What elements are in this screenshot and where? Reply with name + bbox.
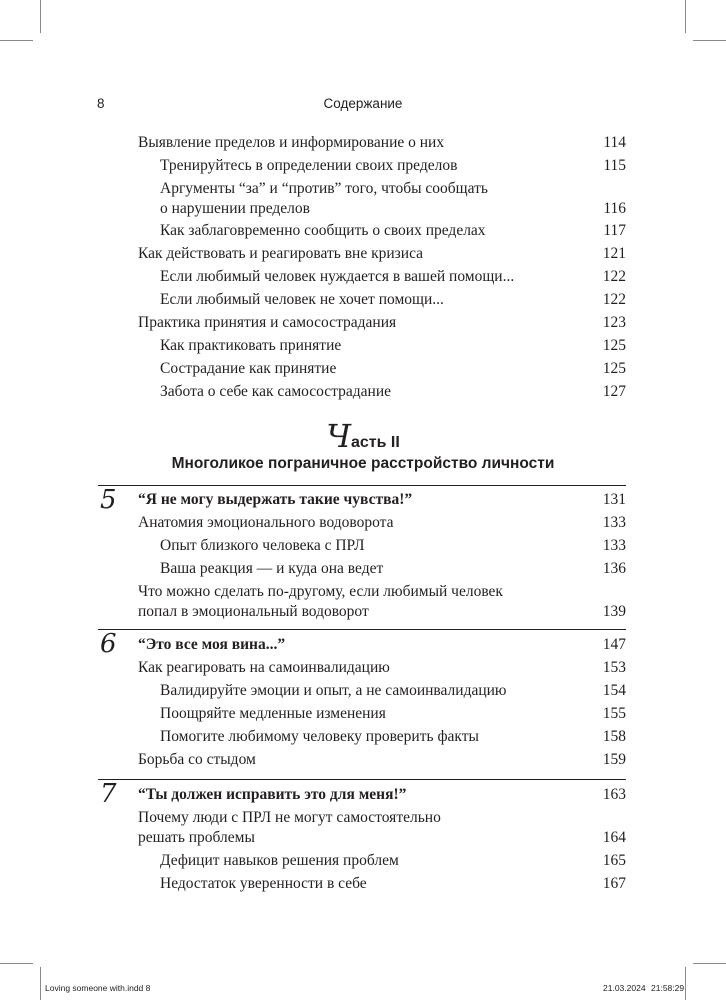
- running-head: [0, 96, 726, 116]
- chapter-rule: [98, 485, 626, 486]
- toc-entry-text: Как практиковать принятие: [160, 337, 342, 354]
- toc-entry-page: 131: [602, 491, 626, 508]
- chapter-number: 6: [100, 629, 117, 659]
- toc-entry-text: Аргументы “за” и “против” того, чтобы сообщать: [160, 180, 488, 197]
- toc-entry-page: 133: [602, 537, 626, 554]
- chapter-rule: [98, 629, 626, 630]
- toc-entry-page: 122: [602, 291, 626, 308]
- toc-entry-text: попал в эмоциональный водоворот: [138, 603, 369, 620]
- toc-entry-page: 164: [602, 829, 626, 846]
- page-number: 8: [97, 96, 105, 111]
- toc-entry-text: Поощряйте медленные изменения: [160, 705, 386, 722]
- chapter-title: “Ты должен исправить это для меня!”: [138, 786, 407, 803]
- toc-entry-page: 136: [602, 560, 626, 577]
- toc-entry-text: решать проблемы: [138, 829, 255, 846]
- toc-entry-text: Что можно сделать по-другому, если любимый человек: [138, 583, 503, 600]
- part-subtitle: Многоликое пограничное расстройство личности: [171, 455, 555, 472]
- toc-entry-page: 121: [602, 245, 626, 262]
- crop-mark: [685, 0, 686, 33]
- toc-entry-page: 159: [602, 751, 626, 768]
- toc-entry-page: 154: [602, 682, 626, 699]
- crop-mark: [0, 40, 33, 41]
- toc-entry-text: Забота о себе как самосострадание: [160, 383, 392, 400]
- toc-entry-page: 153: [602, 659, 626, 676]
- toc-entry-page: 117: [603, 222, 626, 239]
- running-head-title: Содержание: [323, 96, 403, 111]
- toc-entry-page: 165: [602, 852, 626, 869]
- toc-entry-page: 133: [602, 514, 626, 531]
- slug-filename: Loving someone with.indd 8: [45, 983, 151, 993]
- toc-entry-text: Практика принятия и самосострадания: [138, 314, 397, 331]
- toc-entry-page: 125: [602, 337, 626, 354]
- toc-entry-text: Как реагировать на самоинвалидацию: [138, 659, 390, 676]
- toc-entry-text: Если любимый человек не хочет помощи...: [160, 291, 444, 308]
- crop-mark: [693, 40, 726, 41]
- chapter-title: “Я не могу выдержать такие чувства!”: [138, 491, 413, 508]
- toc-entry-page: 158: [602, 728, 626, 745]
- toc-entry-text: Анатомия эмоционального водоворота: [138, 514, 394, 531]
- crop-mark: [685, 967, 686, 1000]
- crop-mark: [0, 963, 33, 964]
- toc-entry-page: 139: [602, 603, 626, 620]
- toc-entry-text: Тренируйтесь в определении своих пределов: [160, 157, 458, 174]
- toc-entry-text: Как заблаговременно сообщить о своих пределах: [160, 222, 486, 239]
- toc-entry-page: 127: [602, 383, 626, 400]
- toc-entry-text: о нарушении пределов: [160, 200, 310, 217]
- chapter-number: 5: [100, 485, 117, 515]
- toc-entry-page: 123: [602, 314, 626, 331]
- toc-entry-page: 147: [602, 636, 626, 653]
- toc-entry-page: 122: [602, 268, 626, 285]
- chapter-number: 7: [100, 779, 117, 809]
- part-heading-initial: Ч: [326, 417, 351, 455]
- toc-entry-text: Если любимый человек нуждается в вашей помощи...: [160, 268, 515, 285]
- toc-entry-text: Валидируйте эмоции и опыт, а не самоинвалидацию: [160, 682, 507, 699]
- crop-mark: [693, 963, 726, 964]
- slug-date: 21.03.2024: [603, 983, 646, 993]
- toc-entry-text: Борьба со стыдом: [138, 751, 256, 768]
- toc-entry-text: Выявление пределов и информирование о них: [138, 134, 445, 151]
- toc-entry-page: 155: [602, 705, 626, 722]
- toc-entry-page: 163: [602, 786, 626, 803]
- toc-entry-text: Как действовать и реагировать вне кризиса: [138, 245, 424, 262]
- toc-entry-text: Почему люди с ПРЛ не могут самостоятельно: [138, 809, 441, 826]
- toc-entry-text: Дефицит навыков решения проблем: [160, 852, 399, 869]
- toc-entry-text: Ваша реакция — и куда она ведет: [160, 560, 384, 577]
- toc-entry-page: 167: [602, 875, 626, 892]
- toc-entry-text: Сострадание как принятие: [160, 360, 337, 377]
- crop-mark: [40, 967, 41, 1000]
- crop-mark: [40, 0, 41, 33]
- toc-entry-text: Опыт близкого человека с ПРЛ: [160, 537, 365, 554]
- toc-entry-text: Недостаток уверенности в себе: [160, 875, 367, 892]
- chapter-title: “Это все моя вина...”: [138, 636, 286, 653]
- toc-entry-text: Помогите любимому человеку проверить факты: [160, 728, 479, 745]
- chapter-rule: [98, 779, 626, 780]
- slug-time: 21:58:29: [651, 983, 685, 993]
- toc-entry-page: 115: [603, 157, 626, 174]
- toc-entry-page: 125: [602, 360, 626, 377]
- toc-entry-page: 116: [603, 200, 626, 217]
- part-heading-text: асть II: [350, 434, 400, 451]
- toc-entry-page: 114: [603, 134, 626, 151]
- part-heading: [0, 417, 726, 457]
